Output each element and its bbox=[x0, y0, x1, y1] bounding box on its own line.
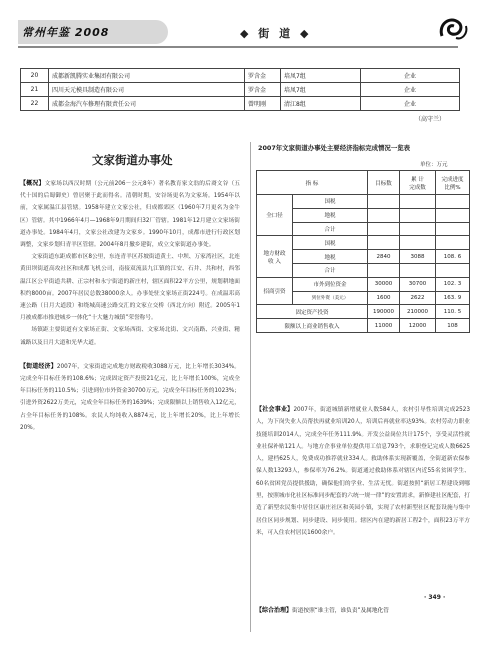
table-row: 20 成都新凯腾实业集团有限公司 罗含金 培凤7组 企业 bbox=[21, 69, 460, 83]
header-yearbook-tab bbox=[18, 20, 168, 44]
paragraph-governance: 【综合治理】街道按照“谁主管，谁负责”及属地化管 bbox=[256, 607, 389, 614]
table-row: 全口径 国税 bbox=[257, 195, 470, 209]
table-unit: 单位：万元 bbox=[420, 162, 448, 168]
table-row: 固定资产投资 190000 210000 110. 5 bbox=[257, 305, 470, 319]
section-tag: 【社会事业】 bbox=[256, 406, 294, 413]
left-column bbox=[20, 178, 240, 434]
table-row: 到位外资（美元） 1600 2622 163. 9 bbox=[257, 291, 470, 305]
paragraph-social: 【社会事业】2007年，街道城镇新增就业人数584人，农村引导性培训完成2523人，为下岗失业人员帮扶再就业培训20人，培训后再就业率达93%。农村劳动力职业技能培训2014人，完成全年任务111.9%。开发公益岗位共计175个，享受灵活性就业社保补贴121人。与地方企事业单位提供用工信息793个，求职登记完成人数6625人，建档625人，免费成功推荐就业334人。救助体系实现新覆盖，全街道新农保参保人数13293人，参保率为76.2%。街道通过救助体系对辖区内近55名贫困学生、60名贫困党员提供援助，确保他们的学业、生活无忧。街道按照“新居工程建设到哪里，按照城市化社区标准同步配套的六统一规一律”的安置需求，新修建社区配套，打造了新型农民集中居住区康庄社区和英园小镇，实现了农村新型社区配套设施与集中居住区同步规划、同步建设、同步使用。辖区内在建的新居工程2个，面积23万平方米，可入住农村居民1600余户。 bbox=[256, 406, 470, 536]
column-divider bbox=[250, 142, 251, 632]
header-yearbook-title: 常州年鉴 2008 bbox=[22, 26, 110, 39]
section-tag: 【综合治理】 bbox=[256, 607, 293, 614]
table-row: 地税 2840 3088 108. 6 bbox=[257, 250, 470, 264]
table-row: 地方财政 收 入 国税 bbox=[257, 236, 470, 250]
section-tag: 【街道经济】 bbox=[20, 362, 57, 370]
header-section-title: ◆ 街 道 ◆ bbox=[240, 27, 312, 40]
table-row: 21 四川天元模具制造有限公司 罗含金 培凤7组 企业 bbox=[21, 83, 460, 97]
table-row: 限额以上商业销售收入 11000 12000 108 bbox=[257, 319, 470, 333]
paragraph-location: 文家街道东距成都市区8公里，东连青羊区苏坡街道黄土、中坝、万家湾社区，北连黄田坝街道高攻社区和成都飞机公司，南接双流县九江镇的江安、石井、共和村，西邻温江区公平街道共耕、正宗村和永宁街道的新庄村，辖区面积22平方公里，规划耕地面积约8000亩。2007年居民总数38000余人。办事处驻文家场正街224号。在成温邛高速公路（日月大道段）和绕城高速公路交汇的文家立交桥（西北方向）附近。2005年1月被成都市推进城乡一体化“十大魅力城镇”荣誉称号。 bbox=[20, 254, 240, 322]
table-header-row: 指 标 目标数 累 计 完成数 完成进度 比例% bbox=[257, 171, 470, 195]
table-row: 合计 bbox=[257, 222, 470, 236]
table-row: 招商引资 市外到位资金 30000 30700 102. 3 bbox=[257, 277, 470, 291]
table-row: 地税 bbox=[257, 208, 470, 222]
paragraph-overview: 【概况】文家场以西汉时期（公元前206－公元8年）著名教育家文翁的后裔文谷（五代十国的后蜀御史）曾居聚于此而得名。清朝时期，安谷场更名为文家场。1954年以前，文家属温江县管辖。1958年建立文家公社，归成都郊区（1960年7月更名为金牛区）管辖。其中1966年4月—1968年9月期间归32厂管辖。1981年12月建立文家场街道办事处。1984年4月，文家公社改建为文家乡。1990年10月，成都市进行行政区划调整，文家乡划归青羊区管辖。2004年8月撤乡建街，成立文家街道办事处。 bbox=[20, 180, 240, 249]
author-note: （高守兰） bbox=[415, 116, 446, 123]
running-header bbox=[18, 20, 470, 50]
paragraph-economy: 【街道经济】2007年，文家街道完成地方财政税收3088万元，比上年增长3034%。完成全年目标任务的108.6%；完成固定资产投资21亿元，比上年增长100%，完成全年目标任务的110.5%；引进到位市外资金30700万元，完成全年目标任务的1023%；引进外资2622万美元，完成全年目标任务的1639%；完成限额以上销售收入12亿元，占全年目标任务的108%。农民人均纯收入8874元，比上年增长20%，比上年增长20%。 bbox=[20, 362, 240, 431]
right-column bbox=[256, 404, 470, 539]
company-table bbox=[20, 68, 460, 111]
article-title: 文家街道办事处 bbox=[92, 153, 173, 167]
page-number: · 349 · bbox=[424, 594, 446, 601]
economic-indicator-table bbox=[256, 170, 470, 333]
paragraph-streets: 场镇距主要街道有文家场正街、文家场西街、文家场北街、文兴南路、兴业街、精诚路以及日月大道和光华大道。 bbox=[20, 327, 240, 346]
header-rule bbox=[18, 46, 458, 48]
swirl-logo-icon bbox=[436, 14, 470, 44]
table-row: 合计 bbox=[257, 263, 470, 277]
table-row: 22 成都金海汽车修理有限责任公司 曾明刚 清江8组 企业 bbox=[21, 97, 460, 111]
section-tag: 【概况】 bbox=[20, 180, 45, 187]
table-title: 2007年文家街道办事处主要经济指标完成情况一览表 bbox=[258, 144, 410, 152]
